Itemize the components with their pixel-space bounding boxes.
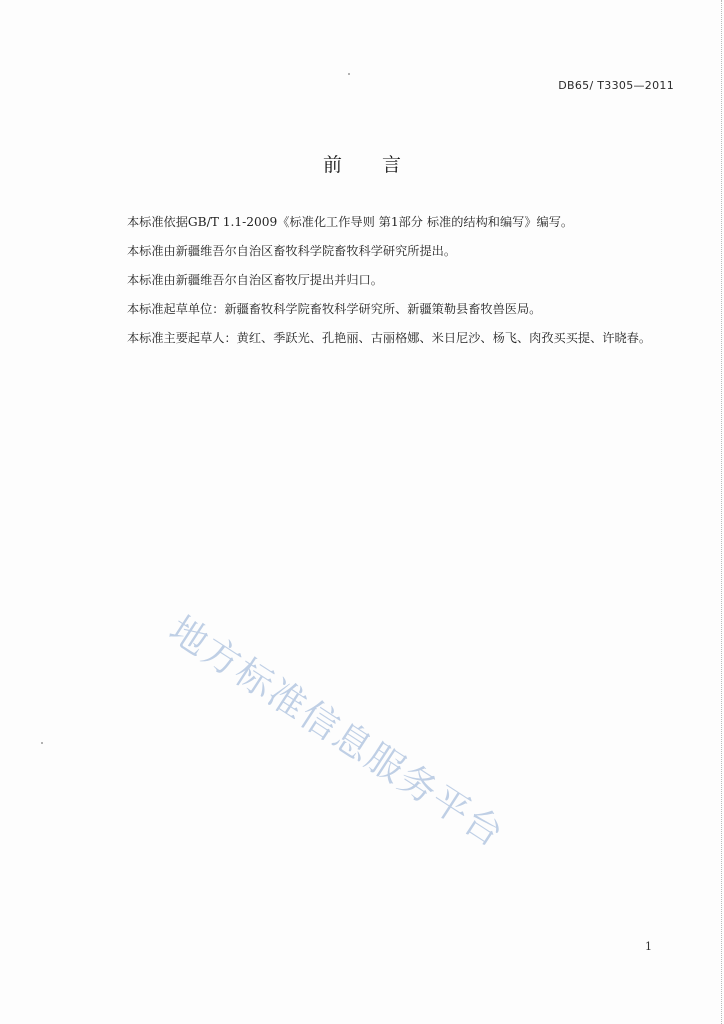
paragraph-drafters: 本标准主要起草人：黄红、季跃光、孔艳丽、古丽格娜、米日尼沙、杨飞、肉孜买买提、许晓春。 (127, 331, 652, 345)
standard-code: DB65/ T3305—2011 (558, 79, 674, 92)
page-title: 前言 (322, 154, 441, 176)
paragraph-proposer: 本标准由新疆维吾尔自治区畜牧科学院畜牧科学研究所提出。 (127, 244, 457, 258)
watermark: 地方标准信息服务平台 (161, 607, 513, 857)
paragraph-drafting-basis: 本标准依据GB/T 1.1-2009《标准化工作导则 第1部分 标准的结构和编写》编写。 (127, 215, 574, 229)
paragraph-administrator: 本标准由新疆维吾尔自治区畜牧厅提出并归口。 (127, 273, 383, 287)
paragraph-drafting-units: 本标准起草单位：新疆畜牧科学院畜牧科学研究所、新疆策勒县畜牧兽医局。 (127, 302, 542, 316)
scan-speck (41, 742, 43, 744)
scan-speck (348, 73, 350, 75)
page-number: 1 (645, 940, 652, 953)
foreword-body (127, 215, 687, 360)
